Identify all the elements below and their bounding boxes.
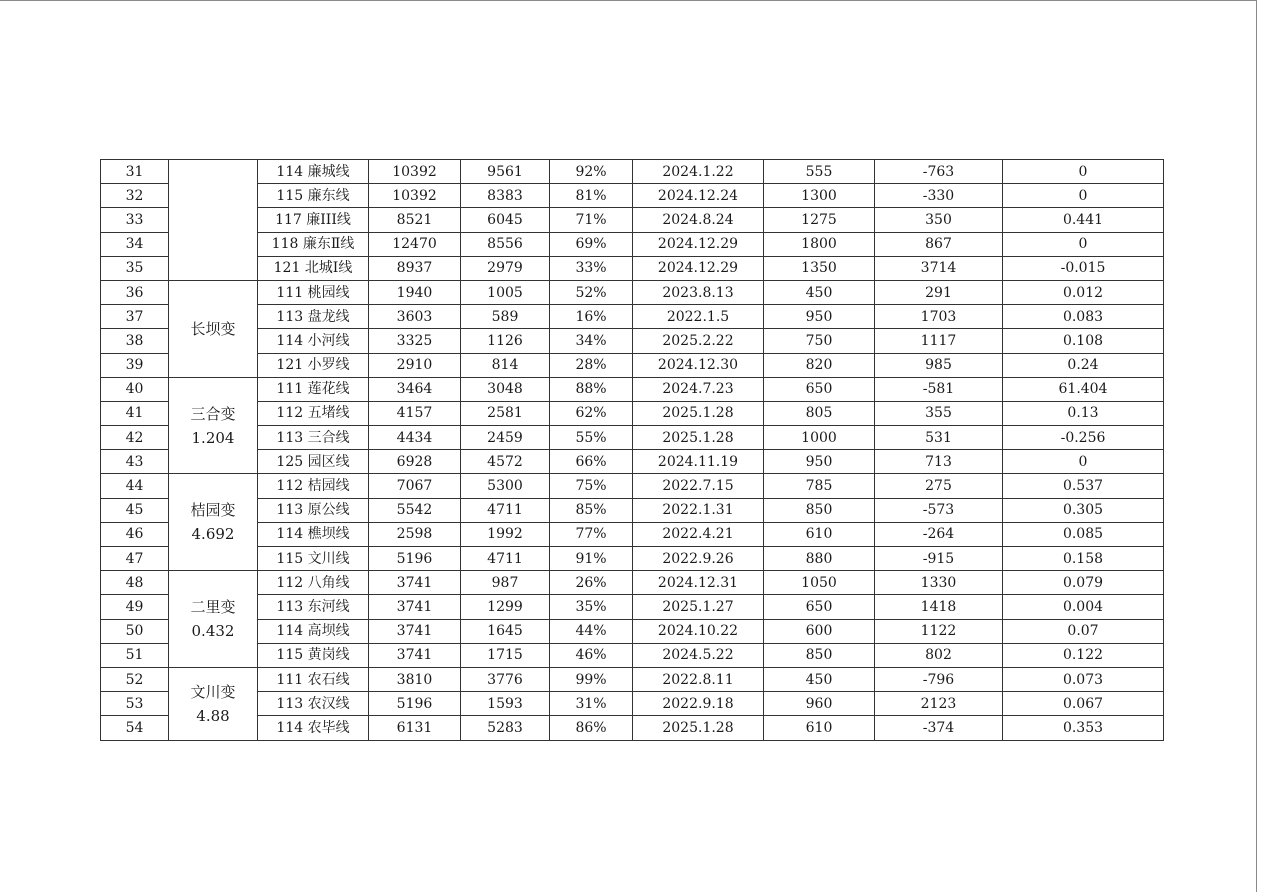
row-number-cell: 51 (101, 643, 169, 667)
table-row (101, 692, 1164, 716)
load-rate-cell: 62% (550, 401, 633, 425)
load-rate-cell: 44% (550, 619, 633, 643)
value-cell-7: 531 (875, 426, 1003, 450)
date-cell: 2024.12.29 (633, 232, 764, 256)
value-cell-8: 0.108 (1003, 329, 1164, 353)
value-cell-6: 1275 (764, 208, 875, 232)
value-cell-6: 820 (764, 353, 875, 377)
capacity-cell: 7067 (369, 474, 461, 498)
row-number-cell: 50 (101, 619, 169, 643)
row-number-cell: 54 (101, 716, 169, 740)
load-cell: 1299 (461, 595, 550, 619)
value-cell-6: 1000 (764, 426, 875, 450)
capacity-cell: 1940 (369, 280, 461, 304)
row-number-cell: 37 (101, 305, 169, 329)
load-rate-cell: 85% (550, 498, 633, 522)
value-cell-8: 0.13 (1003, 401, 1164, 425)
row-number-cell: 45 (101, 498, 169, 522)
load-cell: 2459 (461, 426, 550, 450)
capacity-cell: 3464 (369, 377, 461, 401)
row-number-cell: 44 (101, 474, 169, 498)
value-cell-7: -581 (875, 377, 1003, 401)
row-number-cell: 41 (101, 401, 169, 425)
data-table (100, 159, 1164, 741)
value-cell-8: 0.122 (1003, 643, 1164, 667)
value-cell-6: 750 (764, 329, 875, 353)
table-row (101, 353, 1164, 377)
load-cell: 589 (461, 305, 550, 329)
load-rate-cell: 75% (550, 474, 633, 498)
load-cell: 5300 (461, 474, 550, 498)
load-rate-cell: 55% (550, 426, 633, 450)
capacity-cell: 10392 (369, 160, 461, 184)
value-cell-8: 0.083 (1003, 305, 1164, 329)
capacity-cell: 8521 (369, 208, 461, 232)
table-row (101, 595, 1164, 619)
load-cell: 3776 (461, 667, 550, 691)
capacity-cell: 5196 (369, 547, 461, 571)
load-cell: 4711 (461, 498, 550, 522)
date-cell: 2025.2.22 (633, 329, 764, 353)
load-cell: 9561 (461, 160, 550, 184)
value-cell-7: 355 (875, 401, 1003, 425)
value-cell-6: 600 (764, 619, 875, 643)
capacity-cell: 6131 (369, 716, 461, 740)
capacity-cell: 3810 (369, 667, 461, 691)
row-number-cell: 32 (101, 184, 169, 208)
load-rate-cell: 16% (550, 305, 633, 329)
line-name-cell: 114 农毕线 (258, 716, 369, 740)
value-cell-6: 650 (764, 595, 875, 619)
line-name-cell: 115 文川线 (258, 547, 369, 571)
load-cell: 6045 (461, 208, 550, 232)
value-cell-6: 650 (764, 377, 875, 401)
load-rate-cell: 46% (550, 643, 633, 667)
value-cell-6: 960 (764, 692, 875, 716)
value-cell-6: 450 (764, 280, 875, 304)
value-cell-8: 0.004 (1003, 595, 1164, 619)
capacity-cell: 3603 (369, 305, 461, 329)
load-rate-cell: 81% (550, 184, 633, 208)
load-cell: 4711 (461, 547, 550, 571)
date-cell: 2024.8.24 (633, 208, 764, 232)
load-rate-cell: 34% (550, 329, 633, 353)
row-number-cell: 52 (101, 667, 169, 691)
capacity-cell: 3741 (369, 643, 461, 667)
load-cell: 1645 (461, 619, 550, 643)
value-cell-7: 350 (875, 208, 1003, 232)
value-cell-7: -796 (875, 667, 1003, 691)
value-cell-6: 785 (764, 474, 875, 498)
line-name-cell: 121 北城Ⅰ线 (258, 256, 369, 280)
date-cell: 2025.1.28 (633, 401, 764, 425)
value-cell-7: -915 (875, 547, 1003, 571)
substation-value: 0.432 (191, 622, 235, 641)
row-number-cell: 36 (101, 280, 169, 304)
table-row (101, 401, 1164, 425)
load-rate-cell: 69% (550, 232, 633, 256)
value-cell-6: 450 (764, 667, 875, 691)
row-number-cell: 49 (101, 595, 169, 619)
value-cell-8: 0.012 (1003, 280, 1164, 304)
load-cell: 814 (461, 353, 550, 377)
row-number-cell: 39 (101, 353, 169, 377)
value-cell-7: -763 (875, 160, 1003, 184)
value-cell-7: 985 (875, 353, 1003, 377)
value-cell-7: 275 (875, 474, 1003, 498)
table-row (101, 571, 1164, 595)
table-row (101, 522, 1164, 546)
capacity-cell: 2598 (369, 522, 461, 546)
date-cell: 2024.11.19 (633, 450, 764, 474)
capacity-cell: 3741 (369, 595, 461, 619)
substation-name: 二里变 (190, 598, 236, 617)
table-row (101, 474, 1164, 498)
table-row (101, 667, 1164, 691)
value-cell-6: 1800 (764, 232, 875, 256)
substation-name: 长坝变 (190, 319, 236, 338)
line-name-cell: 112 五堵线 (258, 401, 369, 425)
substation-value: 4.88 (196, 706, 230, 725)
value-cell-6: 1050 (764, 571, 875, 595)
value-cell-8: 0.067 (1003, 692, 1164, 716)
date-cell: 2022.1.5 (633, 305, 764, 329)
value-cell-8: 0.07 (1003, 619, 1164, 643)
substation-name: 三合变 (190, 404, 236, 423)
row-number-cell: 38 (101, 329, 169, 353)
date-cell: 2024.12.30 (633, 353, 764, 377)
capacity-cell: 10392 (369, 184, 461, 208)
substation-cell (169, 571, 258, 668)
date-cell: 2022.1.31 (633, 498, 764, 522)
value-cell-8: 0.079 (1003, 571, 1164, 595)
table-row (101, 547, 1164, 571)
line-name-cell: 111 农石线 (258, 667, 369, 691)
row-number-cell: 34 (101, 232, 169, 256)
value-cell-6: 850 (764, 498, 875, 522)
capacity-cell: 5542 (369, 498, 461, 522)
line-name-cell: 112 八角线 (258, 571, 369, 595)
load-rate-cell: 71% (550, 208, 633, 232)
load-cell: 2979 (461, 256, 550, 280)
date-cell: 2024.1.22 (633, 160, 764, 184)
load-rate-cell: 77% (550, 522, 633, 546)
table-row (101, 208, 1164, 232)
value-cell-7: 1122 (875, 619, 1003, 643)
capacity-cell: 2910 (369, 353, 461, 377)
load-cell: 987 (461, 571, 550, 595)
table-row (101, 232, 1164, 256)
row-number-cell: 48 (101, 571, 169, 595)
line-name-cell: 114 廉城线 (258, 160, 369, 184)
value-cell-7: 3714 (875, 256, 1003, 280)
capacity-cell: 3325 (369, 329, 461, 353)
line-name-cell: 113 东河线 (258, 595, 369, 619)
table-row (101, 426, 1164, 450)
table-body (101, 160, 1164, 741)
load-cell: 1005 (461, 280, 550, 304)
line-name-cell: 115 黄岗线 (258, 643, 369, 667)
table-row (101, 184, 1164, 208)
table-row (101, 160, 1164, 184)
value-cell-7: -374 (875, 716, 1003, 740)
date-cell: 2022.8.11 (633, 667, 764, 691)
row-number-cell: 43 (101, 450, 169, 474)
value-cell-7: -573 (875, 498, 1003, 522)
line-name-cell: 114 高坝线 (258, 619, 369, 643)
substation-name: 文川变 (190, 682, 236, 701)
substation-name: 桔园变 (190, 501, 236, 520)
date-cell: 2024.12.29 (633, 256, 764, 280)
value-cell-7: 1703 (875, 305, 1003, 329)
value-cell-7: 713 (875, 450, 1003, 474)
table-row (101, 305, 1164, 329)
substation-value: 1.204 (191, 428, 235, 447)
substation-cell (169, 667, 258, 740)
value-cell-7: 1117 (875, 329, 1003, 353)
capacity-cell: 4157 (369, 401, 461, 425)
date-cell: 2025.1.28 (633, 426, 764, 450)
line-name-cell: 113 三合线 (258, 426, 369, 450)
row-number-cell: 53 (101, 692, 169, 716)
substation-cell (169, 160, 258, 281)
table-row (101, 498, 1164, 522)
date-cell: 2025.1.28 (633, 716, 764, 740)
line-name-cell: 114 小河线 (258, 329, 369, 353)
value-cell-8: 0 (1003, 232, 1164, 256)
table-row (101, 643, 1164, 667)
load-rate-cell: 88% (550, 377, 633, 401)
row-number-cell: 46 (101, 522, 169, 546)
value-cell-6: 950 (764, 305, 875, 329)
value-cell-7: 1330 (875, 571, 1003, 595)
load-cell: 1126 (461, 329, 550, 353)
date-cell: 2024.7.23 (633, 377, 764, 401)
capacity-cell: 12470 (369, 232, 461, 256)
date-cell: 2022.4.21 (633, 522, 764, 546)
load-cell: 2581 (461, 401, 550, 425)
load-rate-cell: 33% (550, 256, 633, 280)
value-cell-8: 0.24 (1003, 353, 1164, 377)
capacity-cell: 3741 (369, 619, 461, 643)
value-cell-6: 850 (764, 643, 875, 667)
load-rate-cell: 99% (550, 667, 633, 691)
value-cell-6: 610 (764, 522, 875, 546)
value-cell-6: 805 (764, 401, 875, 425)
value-cell-7: 2123 (875, 692, 1003, 716)
value-cell-8: 0.305 (1003, 498, 1164, 522)
substation-cell (169, 474, 258, 571)
load-rate-cell: 31% (550, 692, 633, 716)
load-rate-cell: 28% (550, 353, 633, 377)
substation-value: 4.692 (191, 525, 235, 544)
value-cell-8: 0.073 (1003, 667, 1164, 691)
load-rate-cell: 86% (550, 716, 633, 740)
date-cell: 2024.12.24 (633, 184, 764, 208)
capacity-cell: 4434 (369, 426, 461, 450)
line-name-cell: 115 廉东线 (258, 184, 369, 208)
load-cell: 4572 (461, 450, 550, 474)
value-cell-7: 1418 (875, 595, 1003, 619)
value-cell-8: -0.256 (1003, 426, 1164, 450)
value-cell-6: 1300 (764, 184, 875, 208)
date-cell: 2023.8.13 (633, 280, 764, 304)
date-cell: 2022.9.26 (633, 547, 764, 571)
date-cell: 2024.12.31 (633, 571, 764, 595)
date-cell: 2024.5.22 (633, 643, 764, 667)
value-cell-8: -0.015 (1003, 256, 1164, 280)
load-cell: 8556 (461, 232, 550, 256)
value-cell-8: 0.537 (1003, 474, 1164, 498)
load-cell: 1992 (461, 522, 550, 546)
table-row (101, 256, 1164, 280)
capacity-cell: 8937 (369, 256, 461, 280)
date-cell: 2024.10.22 (633, 619, 764, 643)
table-row (101, 716, 1164, 740)
line-name-cell: 113 盘龙线 (258, 305, 369, 329)
substation-cell (169, 280, 258, 377)
load-cell: 1593 (461, 692, 550, 716)
value-cell-8: 61.404 (1003, 377, 1164, 401)
value-cell-8: 0.441 (1003, 208, 1164, 232)
row-number-cell: 35 (101, 256, 169, 280)
line-name-cell: 113 农汉线 (258, 692, 369, 716)
date-cell: 2022.7.15 (633, 474, 764, 498)
value-cell-8: 0 (1003, 450, 1164, 474)
value-cell-8: 0.085 (1003, 522, 1164, 546)
substation-cell (169, 377, 258, 474)
line-name-cell: 111 桃园线 (258, 280, 369, 304)
capacity-cell: 5196 (369, 692, 461, 716)
capacity-cell: 6928 (369, 450, 461, 474)
table-row (101, 280, 1164, 304)
value-cell-6: 950 (764, 450, 875, 474)
value-cell-8: 0 (1003, 184, 1164, 208)
row-number-cell: 47 (101, 547, 169, 571)
line-name-cell: 112 桔园线 (258, 474, 369, 498)
load-rate-cell: 91% (550, 547, 633, 571)
date-cell: 2022.9.18 (633, 692, 764, 716)
table-row (101, 377, 1164, 401)
row-number-cell: 33 (101, 208, 169, 232)
value-cell-6: 610 (764, 716, 875, 740)
load-cell: 8383 (461, 184, 550, 208)
line-name-cell: 111 莲花线 (258, 377, 369, 401)
capacity-cell: 3741 (369, 571, 461, 595)
load-rate-cell: 66% (550, 450, 633, 474)
value-cell-6: 555 (764, 160, 875, 184)
load-rate-cell: 52% (550, 280, 633, 304)
load-rate-cell: 35% (550, 595, 633, 619)
line-name-cell: 125 园区线 (258, 450, 369, 474)
line-name-cell: 117 廉III线 (258, 208, 369, 232)
load-rate-cell: 26% (550, 571, 633, 595)
row-number-cell: 31 (101, 160, 169, 184)
line-name-cell: 113 原公线 (258, 498, 369, 522)
value-cell-8: 0.158 (1003, 547, 1164, 571)
value-cell-8: 0 (1003, 160, 1164, 184)
row-number-cell: 42 (101, 426, 169, 450)
value-cell-7: -330 (875, 184, 1003, 208)
value-cell-8: 0.353 (1003, 716, 1164, 740)
line-name-cell: 114 樵坝线 (258, 522, 369, 546)
value-cell-7: 291 (875, 280, 1003, 304)
date-cell: 2025.1.27 (633, 595, 764, 619)
table-row (101, 619, 1164, 643)
load-cell: 5283 (461, 716, 550, 740)
value-cell-7: 802 (875, 643, 1003, 667)
value-cell-7: -264 (875, 522, 1003, 546)
table-row (101, 329, 1164, 353)
load-cell: 3048 (461, 377, 550, 401)
value-cell-7: 867 (875, 232, 1003, 256)
row-number-cell: 40 (101, 377, 169, 401)
table-row (101, 450, 1164, 474)
line-name-cell: 121 小罗线 (258, 353, 369, 377)
load-rate-cell: 92% (550, 160, 633, 184)
line-name-cell: 118 廉东Ⅱ线 (258, 232, 369, 256)
load-cell: 1715 (461, 643, 550, 667)
value-cell-6: 880 (764, 547, 875, 571)
value-cell-6: 1350 (764, 256, 875, 280)
